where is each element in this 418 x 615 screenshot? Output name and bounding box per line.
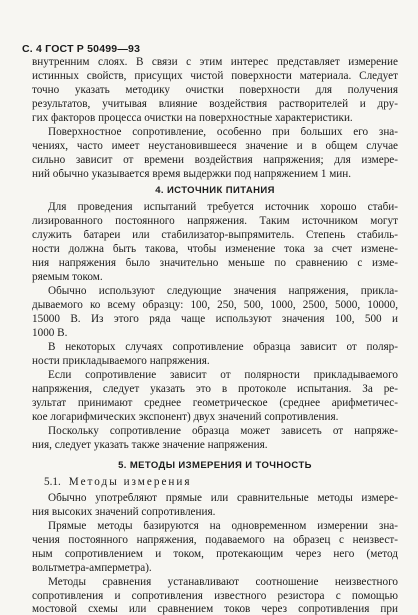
text-line: ным сопротивлением и током, протекающим через него (метод [32, 549, 398, 560]
text-line: мостовой схемы или сравнением токов через сопротивления при [32, 604, 398, 615]
text-line: ряемым током. [32, 272, 103, 283]
text-line: чения постоянного напряжения, подаваемого на образец с неизвест- [32, 535, 398, 546]
text-line: вольтметра-амперметра). [32, 563, 152, 574]
text-line: Поверхностное сопротивление, особенно при больших его зна- [48, 127, 398, 138]
text-line: дываемого ко всему образцу: 100, 250, 500, 1000, 2500, 5000, 10000, [32, 300, 398, 311]
text-line: Для проведения испытаний требуется источник хорошо стаби- [48, 202, 398, 213]
text-line: внутренним слоях. В связи с этим интерес представляет измерение [32, 57, 398, 68]
text-line: Если сопротивление зависит от полярности прикладываемого [48, 370, 398, 381]
text-line: результатов, учитывая влияние воздействия растворителей и дру- [32, 99, 398, 110]
text-line: 1000 В. [32, 328, 68, 339]
page-header: С. 4 ГОСТ Р 50499—93 [22, 43, 141, 55]
text-line: В некоторых случаях сопротивление образца зависит от поляр- [48, 342, 398, 353]
text-line: чениях, часто имеет неустановившееся значение и в общем случае [32, 141, 398, 152]
text-line: служить батареи или стабилизатор-выпрямитель. Степень стабиль- [32, 230, 398, 241]
text-line: ности прикладываемого напряжения. [32, 356, 210, 367]
text-line: гих факторов процесса очистки на поверхностные характеристики. [32, 113, 353, 124]
text-line: Обычно используют следующие значения напряжения, прикла- [48, 286, 398, 297]
text-line: ния напряжения было значительно меньше по сравнению с изме- [32, 258, 398, 269]
text-line: ния, следует указать также значение напряжения. [32, 440, 268, 451]
text-line: Обычно употребляют прямые или сравнительные методы измере- [48, 493, 398, 504]
text-line: 15000 В. Из этого ряда чаще используют значения 100, 500 и [32, 314, 398, 325]
text-line: ности должна быть такова, чтобы изменение тока за счет измене- [32, 244, 398, 255]
text-line: Прямые методы базируются на одновременном измерении зна- [48, 521, 398, 532]
subsection-label: Методы измерения [68, 476, 192, 488]
text-line: ния высоких значений сопротивления. [32, 507, 216, 518]
text-line: Методы сравнения устанавливают соотношение неизвестного [48, 577, 398, 588]
section-heading: 4. ИСТОЧНИК ПИТАНИЯ [155, 185, 275, 196]
text-line: напряжения, следует указать это в протоколе испытания. За ре- [32, 384, 398, 395]
subsection-title [44, 476, 192, 488]
text-line: сопротивления и сопротивления известного резистора с помощью [32, 591, 398, 602]
subsection-number: 5.1. [44, 476, 61, 488]
text-line: точно указать методику очистки поверхности для получения [32, 85, 398, 96]
text-line: Поскольку сопротивление образца может зависеть от напряже- [48, 426, 398, 437]
text-line: кое логарифмических экспонент) двух значений сопротивления. [32, 412, 339, 423]
text-line: истинных свойств, присущих чистой поверхности материала. Следует [32, 71, 398, 82]
text-line: зультат принимают среднее геометрическое (среднее арифметичес- [32, 398, 398, 409]
text-line: лизированного постоянного напряжения. Таким источником могут [32, 216, 398, 227]
text-line: ний обычно указывается время выдержки под напряжением 1 мин. [32, 169, 352, 180]
section-heading: 5. МЕТОДЫ ИЗМЕРЕНИЯ И ТОЧНОСТЬ [118, 460, 312, 471]
text-line: сильно зависит от времени воздействия напряжения; для измере- [32, 155, 398, 166]
